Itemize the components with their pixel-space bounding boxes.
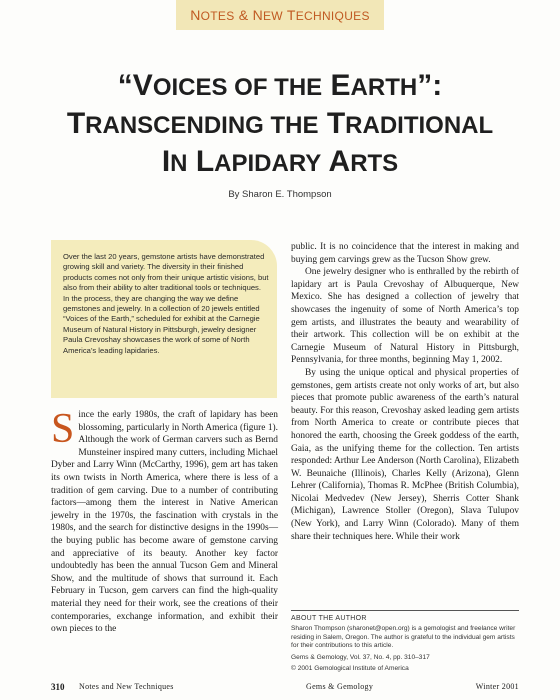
footer-journal: Gems & Gemology bbox=[306, 682, 374, 691]
title-text: RADITIONAL bbox=[345, 112, 494, 139]
title-line-2 bbox=[0, 106, 560, 144]
title-text: A bbox=[321, 145, 351, 178]
abstract-text: Over the last 20 years, gemstone artists have demonstrated growing skill and variety. The diversity in their finished products comes not only from their unique artistic visions, but also from their ability to alter traditional tools or techniques. In the process, they are changing the way we define gemstones and jewelry. In a collection of 20 jewels entitled “Voices of the Earth,” scheduled for exhibit at the Carnegie Museum of Natural History in Pittsburgh, jewelry designer Paula Crevoshay showcases the work of some of North America’s leading lapidaries. bbox=[63, 252, 269, 355]
section-header-text: N bbox=[190, 7, 201, 23]
title-text: “V bbox=[117, 69, 153, 102]
title-line-1 bbox=[0, 68, 560, 106]
copyright: © 2001 Gemological Institute of America bbox=[291, 665, 409, 673]
title-text: APIDARY bbox=[214, 150, 322, 177]
title-text: E bbox=[322, 69, 351, 102]
title-text: ”: bbox=[417, 69, 443, 102]
title-text: ARTH bbox=[350, 74, 418, 101]
body-column-right bbox=[291, 241, 519, 543]
body-paragraph bbox=[51, 406, 278, 636]
body-paragraph: By using the unique optical and physical properties of gemstones, gem artists create not only works of art, but also pieces that promote public awareness of the earth’s natural beauty. For this reason, Crevoshay asked leading gem artists from North America to create or contribute pieces that honored the earth, choosing the Greek goddess of the earth, Gaia, as the unifying theme for the collection. Ten artists responded: Arthur Lee Anderson (North Carolina), Elizabeth W. Beunaiche (Illinois), Charles Kelly (Arizona), Glenn Lehrer (California), Thomas R. McPhee (British Columbia), Nicolai Medvedev (New Jersey), Sherris Cotter Shank (Michigan), Lawrence Stoller (Oregon), Slava Tulupov (New York), and Larry Winn (Colorado). Many of them share their techniques here. While their work bbox=[291, 367, 519, 542]
section-header-text: ECHNIQUES bbox=[295, 9, 370, 23]
section-header-text: OTES bbox=[200, 9, 235, 23]
drop-cap: S bbox=[51, 406, 75, 452]
article-title bbox=[0, 68, 560, 182]
title-text: I bbox=[161, 145, 171, 178]
title-text: RTS bbox=[350, 150, 399, 177]
footer-section: Notes and New Techniques bbox=[79, 682, 174, 691]
body-paragraph: public. It is no coincidence that the interest in making and buying gem carvings grew as the Tucson Show grew. bbox=[291, 242, 519, 265]
body-paragraph: One jewelry designer who is enthralled by the rebirth of lapidary art is Paula Crevoshay of Albuquerque, New Mexico. She has designed a collection of jewelry that showcases the ingenuity of some of North America’s top gem artists, and illustrates the beauty and wearability of their artwork. This collection will be on exhibit at the Carnegie Museum of Natural History in Pittsburgh, Pennsylvania, for three months, beginning May 1, 2002. bbox=[291, 267, 519, 366]
title-text: T bbox=[318, 107, 346, 140]
about-heading: ABOUT THE AUTHOR bbox=[291, 615, 367, 622]
author-bio: Sharon Thompson (sharonet@open.org) is a gemologist and freelance writer residing in Salem, Oregon. The author is grateful to the individual gem artists for their contributions to this article. bbox=[291, 625, 516, 650]
title-text: OICES OF THE bbox=[152, 74, 323, 101]
section-header-text: & bbox=[234, 7, 253, 23]
title-line-3 bbox=[0, 144, 560, 182]
byline: By Sharon E. Thompson bbox=[228, 189, 332, 200]
section-header-text: T bbox=[282, 7, 296, 23]
title-text: L bbox=[187, 145, 215, 178]
abstract-box bbox=[51, 240, 277, 398]
citation: Gems & Gemology, Vol. 37, No. 4, pp. 310–317 bbox=[291, 653, 430, 661]
section-header-text: EW bbox=[262, 9, 283, 23]
section-header-text: N bbox=[252, 7, 263, 23]
page-footer bbox=[51, 681, 519, 693]
page-number: 310 bbox=[51, 682, 65, 692]
title-text: RANSCENDING THE bbox=[85, 112, 319, 139]
footer-issue: Winter 2001 bbox=[475, 682, 519, 691]
section-header bbox=[176, 0, 384, 30]
title-text: N bbox=[170, 150, 188, 177]
paragraph-text: ince the early 1980s, the craft of lapidary has been blossoming, particularly in North America (figure 1). Although the work of German carvers such as Bernd Munsteiner inspired many cutters, including Michael Dyber and Larry Winn (McCarthy, 1996), gem art has taken its own twists in North America, where there is less of a tradition of gem carving. Due to a number of contributing factors—among them the interest in Native American jewelry in the 1970s, the fascination with crystals in the 1980s, and the search for distinctive designs in the 1990s—the buying public has become aware of gemstone carving and appreciative of its beauty. Another key factor undoubtedly has been the annual Tucson Gem and Mineral Show, and the multitude of shows that surround it. Each February in Tucson, gem carvers can find the high-quality material they need for their work, see the creations of their contemporaries, exchange information, and exhibit their own pieces to the bbox=[51, 410, 278, 635]
about-the-author bbox=[291, 610, 519, 676]
title-text: T bbox=[66, 107, 86, 140]
body-column-left bbox=[51, 406, 278, 636]
